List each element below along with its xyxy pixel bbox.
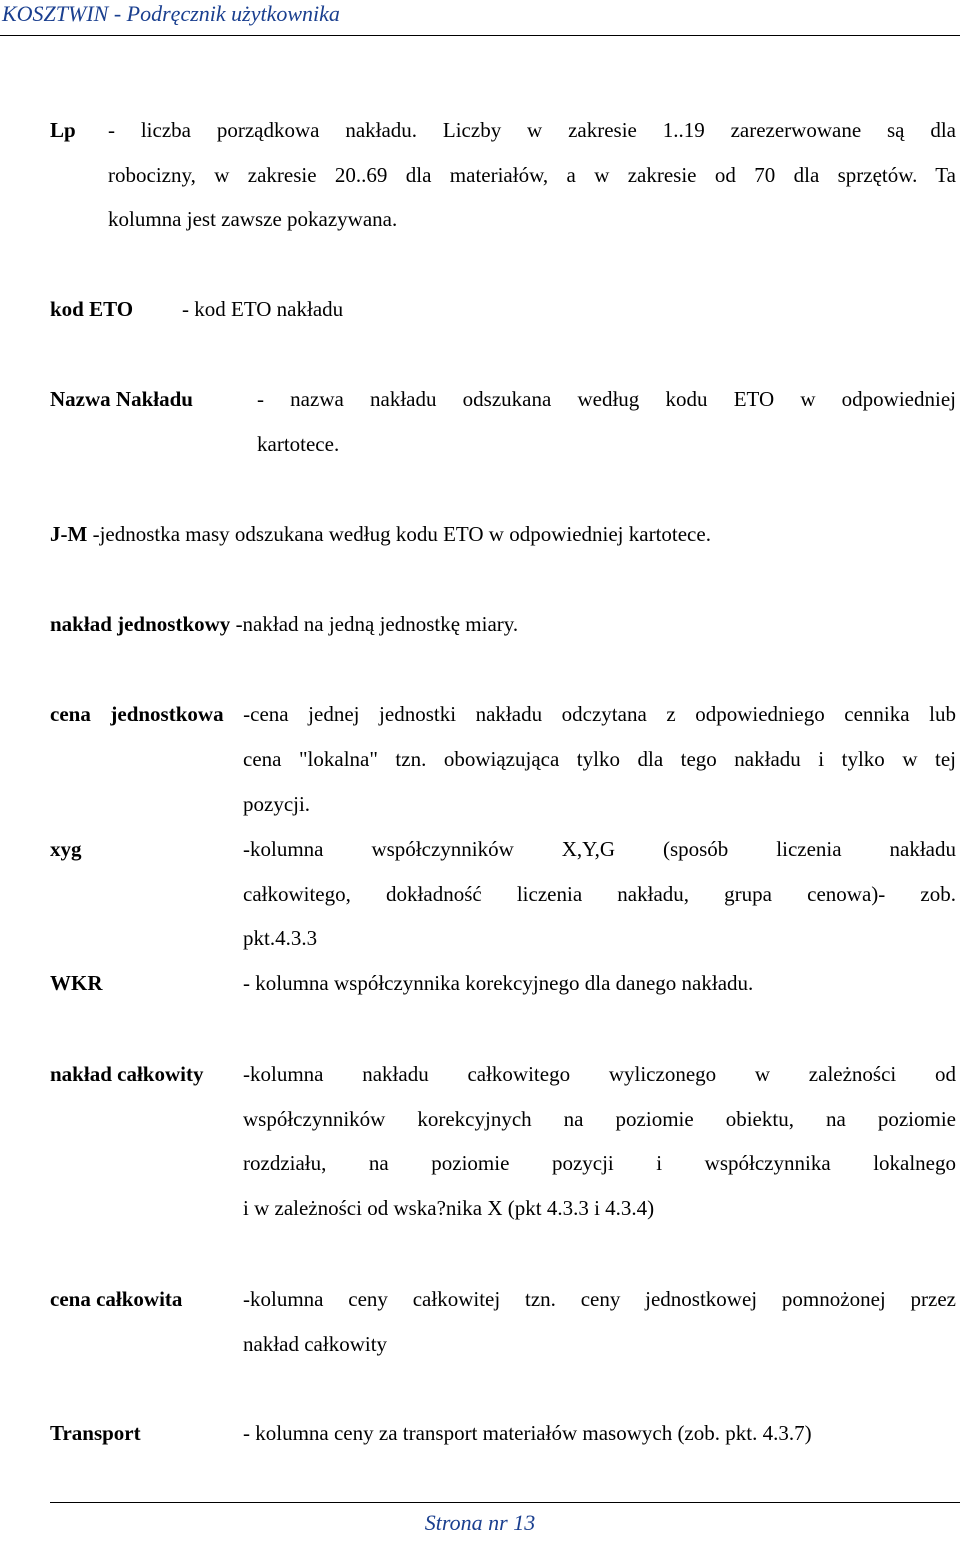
desc-cena-jednostkowa-first: -cena jednej jednostki nakładu odczytana z odpowiedniego cennika lub [223,702,956,726]
term-nazwa-nakladu: Nazwa Nakładu [50,387,193,411]
term-lp: Lp [50,118,76,142]
term-cena-jednostkowa: cena jednostkowa [50,702,224,726]
desc-lp-line: robocizny, w zakresie 20..69 dla materiałów, a w zakresie od 70 dla sprzętów. Ta [108,162,956,187]
entry-naklad-jednostkowy [50,611,518,637]
footer-divider [50,1502,960,1503]
entry-cena-jednostkowa [50,701,956,727]
desc-cena-jednostkowa [243,737,956,826]
desc-xyg-line: -kolumna współczynników X,Y,G (sposób liczenia nakładu [243,837,956,861]
desc-nazwa-line: - nazwa nakładu odszukana według kodu ETO w odpowiedniej [257,387,956,411]
desc-naklad-calk-line: współczynników korekcyjnych na poziomie obiektu, na poziomie [243,1106,956,1131]
desc-lp [108,108,956,242]
header-divider [0,35,960,36]
term-transport: Transport [50,1421,141,1445]
document-header-title: KOSZTWIN - Podręcznik użytkownika [2,1,340,26]
page-number: Strona nr 13 [424,1510,536,1535]
desc-naklad-calk-line: i w zależności od wska?nika X (pkt 4.3.3 i 4.3.4) [243,1195,655,1220]
term-jm: J-M [50,522,88,546]
desc-lp-line: - liczba porządkowa nakładu. Liczby w zakresie 1..19 zarezerwowane są dla [108,118,956,142]
desc-lp-line: kolumna jest zawsze pokazywana. [108,207,398,231]
term-xyg: xyg [50,837,82,861]
desc-cena-calkowita [243,1277,956,1366]
desc-cena-jedn-line: cena "lokalna" tzn. obowiązująca tylko dla tego nakładu i tylko w tej [243,747,956,771]
desc-naklad-calk-line: rozdziału, na poziomie pozycji i współczynnika lokalnego [243,1151,956,1175]
desc-nazwa-line: kartotece. [257,431,340,456]
desc-naklad-calk-line: -kolumna nakładu całkowitego wyliczonego w zależności od [243,1062,956,1086]
desc-wkr: - kolumna współczynnika korekcyjnego dla danego nakładu. [243,971,754,995]
desc-naklad-calkowity [243,1052,956,1230]
term-naklad-calkowity: nakład całkowity [50,1062,204,1086]
desc-naklad-jednostkowy: -nakład na jedną jednostkę miary. [230,612,519,636]
desc-xyg-line: całkowitego, dokładność liczenia nakładu, grupa cenowa)- zob. [243,881,956,906]
desc-jm: -jednostka masy odszukana według kodu ETO w odpowiedniej kartotece. [87,522,711,546]
desc-cena-calk-line: nakład całkowity [243,1331,388,1356]
desc-xyg [243,827,956,961]
term-naklad-jednostkowy: nakład jednostkowy [50,612,231,636]
desc-cena-calk-line: -kolumna ceny całkowitej tzn. ceny jednostkowej pomnożonej przez [243,1287,956,1311]
desc-transport: - kolumna ceny za transport materiałów masowych (zob. pkt. 4.3.7) [243,1421,812,1445]
desc-xyg-line: pkt.4.3.3 [243,926,318,950]
entry-jm [50,521,711,547]
desc-cena-jedn-line: pozycji. [243,791,311,816]
term-kod-eto: kod ETO [50,297,134,321]
term-wkr: WKR [50,971,103,995]
desc-kod-eto: - kod ETO nakładu [182,297,344,321]
desc-nazwa-nakladu [257,377,956,466]
term-cena-calkowita: cena całkowita [50,1287,183,1311]
